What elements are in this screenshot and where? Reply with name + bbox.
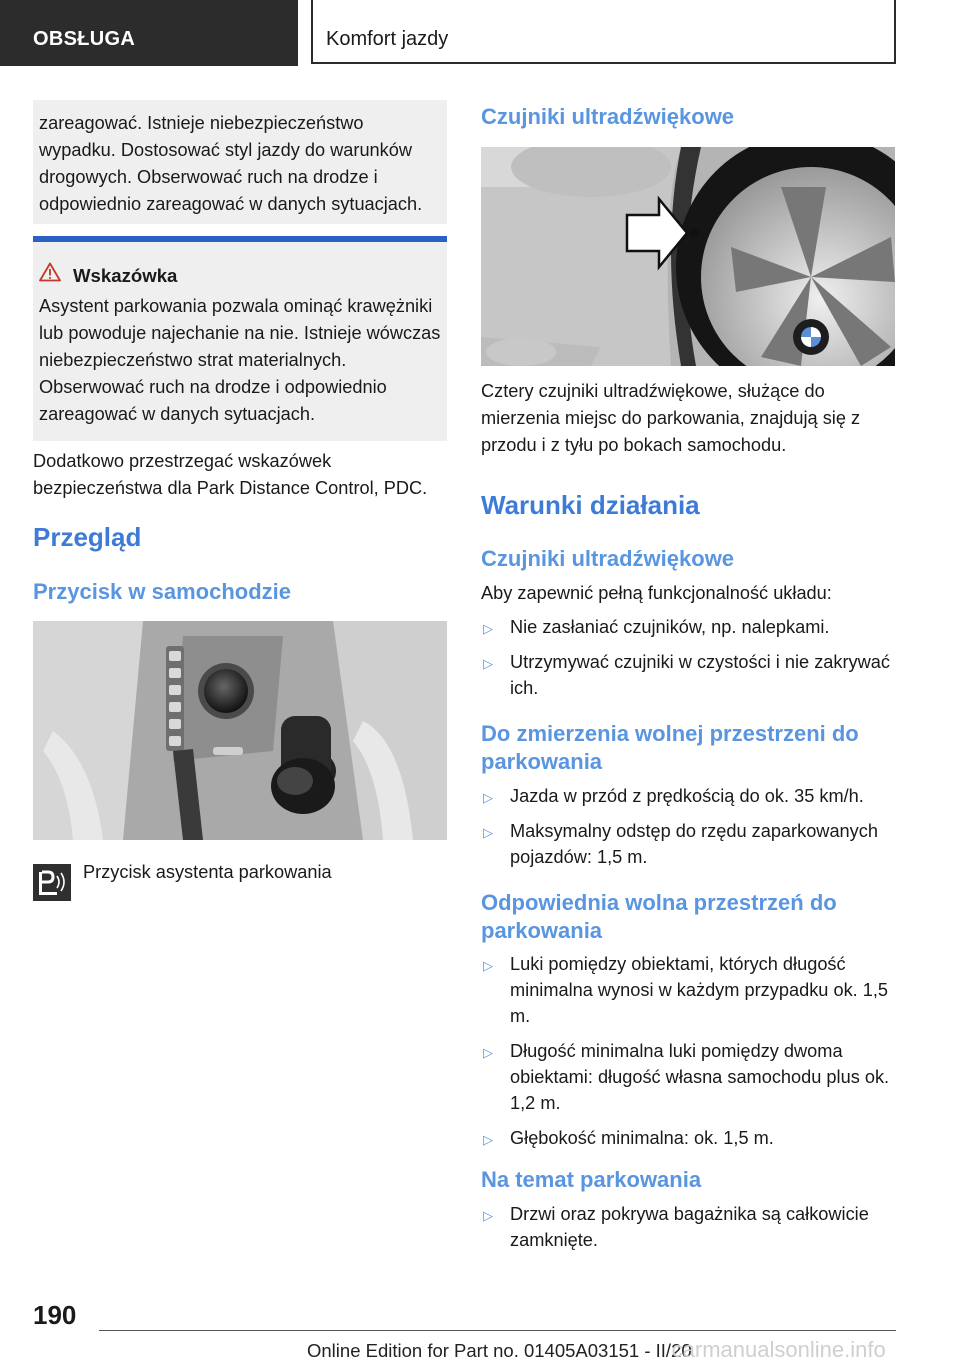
- measure-bullet-list: [481, 783, 895, 879]
- heading-sensors-conditions: Czujniki ultradźwiękowe: [481, 546, 735, 571]
- chapter-title: Komfort jazdy: [326, 28, 449, 50]
- warning-triangle-icon: [39, 262, 61, 289]
- section-title: OBSŁUGA: [33, 28, 136, 50]
- parking-bullet-list: [481, 1201, 895, 1262]
- note-text: Asystent parkowania pozwala ominąć krawężniki lub powoduje najechanie na nie. Istnieje wówczas niebezpieczeństwo strat materialnych. Obserwować ruch na drodze i odpowiednio zareagować w danych sytuacjach.: [39, 296, 441, 424]
- watermark-text: carmanualsonline.info: [671, 1337, 886, 1362]
- list-item: ▷ Nie zasłaniać czujników, np. nalepkami.: [481, 614, 895, 640]
- space-bullet-list: [481, 951, 895, 1160]
- list-item: ▷ Luki pomiędzy obiektami, których długość minimalna wynosi w każdym przypadku ok. 1,5 m.: [483, 954, 889, 1026]
- sensors-bullet-list: [481, 614, 895, 710]
- heading-overview: Przegląd: [33, 522, 142, 552]
- bullet-triangle-icon: ▷: [483, 1045, 493, 1060]
- heading-measure: Do zmierzenia wolnej przestrzeni do parkowania: [481, 721, 859, 774]
- page-number: 190: [33, 1300, 77, 1330]
- section-tab: [0, 0, 298, 66]
- bullet-triangle-icon: ▷: [483, 958, 493, 973]
- footer-edition: [307, 1337, 886, 1362]
- list-item: ▷ Długość minimalna luki pomiędzy dwoma obiektami: długość własna samochodu plus ok. 1,2 m.: [483, 1041, 890, 1113]
- sensors-caption: Cztery czujniki ultradźwiękowe, służące do mierzenia miejsc do parkowania, znajdują się z przodu i z tyłu po bokach samochodu.: [481, 381, 861, 455]
- note-box: [33, 236, 447, 441]
- console-image: [33, 621, 447, 840]
- bullet-triangle-icon: ▷: [483, 790, 493, 805]
- list-item: ▷ Utrzymywać czujniki w czystości i nie zakrywać ich.: [483, 652, 890, 698]
- heading-conditions: Warunki działania: [481, 490, 700, 520]
- bullet-triangle-icon: ▷: [483, 1132, 493, 1147]
- edition-text: Online Edition for Part no. 01405A03151 - II/20: [307, 1340, 692, 1361]
- list-item: ▷ Jazda w przód z prędkością do ok. 35 km/h.: [481, 783, 895, 809]
- parking-assistant-button-icon: [33, 864, 71, 901]
- list-item: ▷ Drzwi oraz pokrywa bagażnika są całkowicie zamknięte.: [483, 1204, 869, 1250]
- chapter-tab: [311, 0, 896, 64]
- warning-continuation: zareagować. Istnieje niebezpieczeństwo wypadku. Dostosować styl jazdy do warunków drogowych. Obserwować ruch na drodze i odpowiednio zareagować w danych sytuacjach.: [33, 100, 447, 224]
- heading-parking: Na temat parkowania: [481, 1167, 702, 1192]
- sensors-intro: Aby zapewnić pełną funkcjonalność układu:: [481, 583, 832, 603]
- button-caption: Przycisk asystenta parkowania: [83, 862, 332, 882]
- sensor-image: [481, 147, 895, 366]
- footer-rule: [99, 1330, 896, 1331]
- bullet-triangle-icon: ▷: [483, 621, 493, 636]
- bullet-triangle-icon: ▷: [483, 825, 493, 840]
- warning-box: [33, 100, 447, 224]
- note-header: [39, 262, 441, 289]
- additional-text: Dodatkowo przestrzegać wskazówek bezpieczeństwa dla Park Distance Control, PDC.: [33, 451, 428, 498]
- note-title: Wskazówka: [73, 265, 178, 286]
- heading-space: Odpowiednia wolna przestrzeń do parkowania: [481, 890, 837, 943]
- heading-sensors: Czujniki ultradźwiękowe: [481, 104, 735, 129]
- list-item: ▷ Maksymalny odstęp do rzędu zaparkowanych pojazdów: 1,5 m.: [483, 821, 878, 867]
- list-item: ▷ Głębokość minimalna: ok. 1,5 m.: [481, 1125, 895, 1151]
- bullet-triangle-icon: ▷: [483, 1208, 493, 1223]
- bullet-triangle-icon: ▷: [483, 656, 493, 671]
- heading-button: Przycisk w samochodzie: [33, 579, 291, 604]
